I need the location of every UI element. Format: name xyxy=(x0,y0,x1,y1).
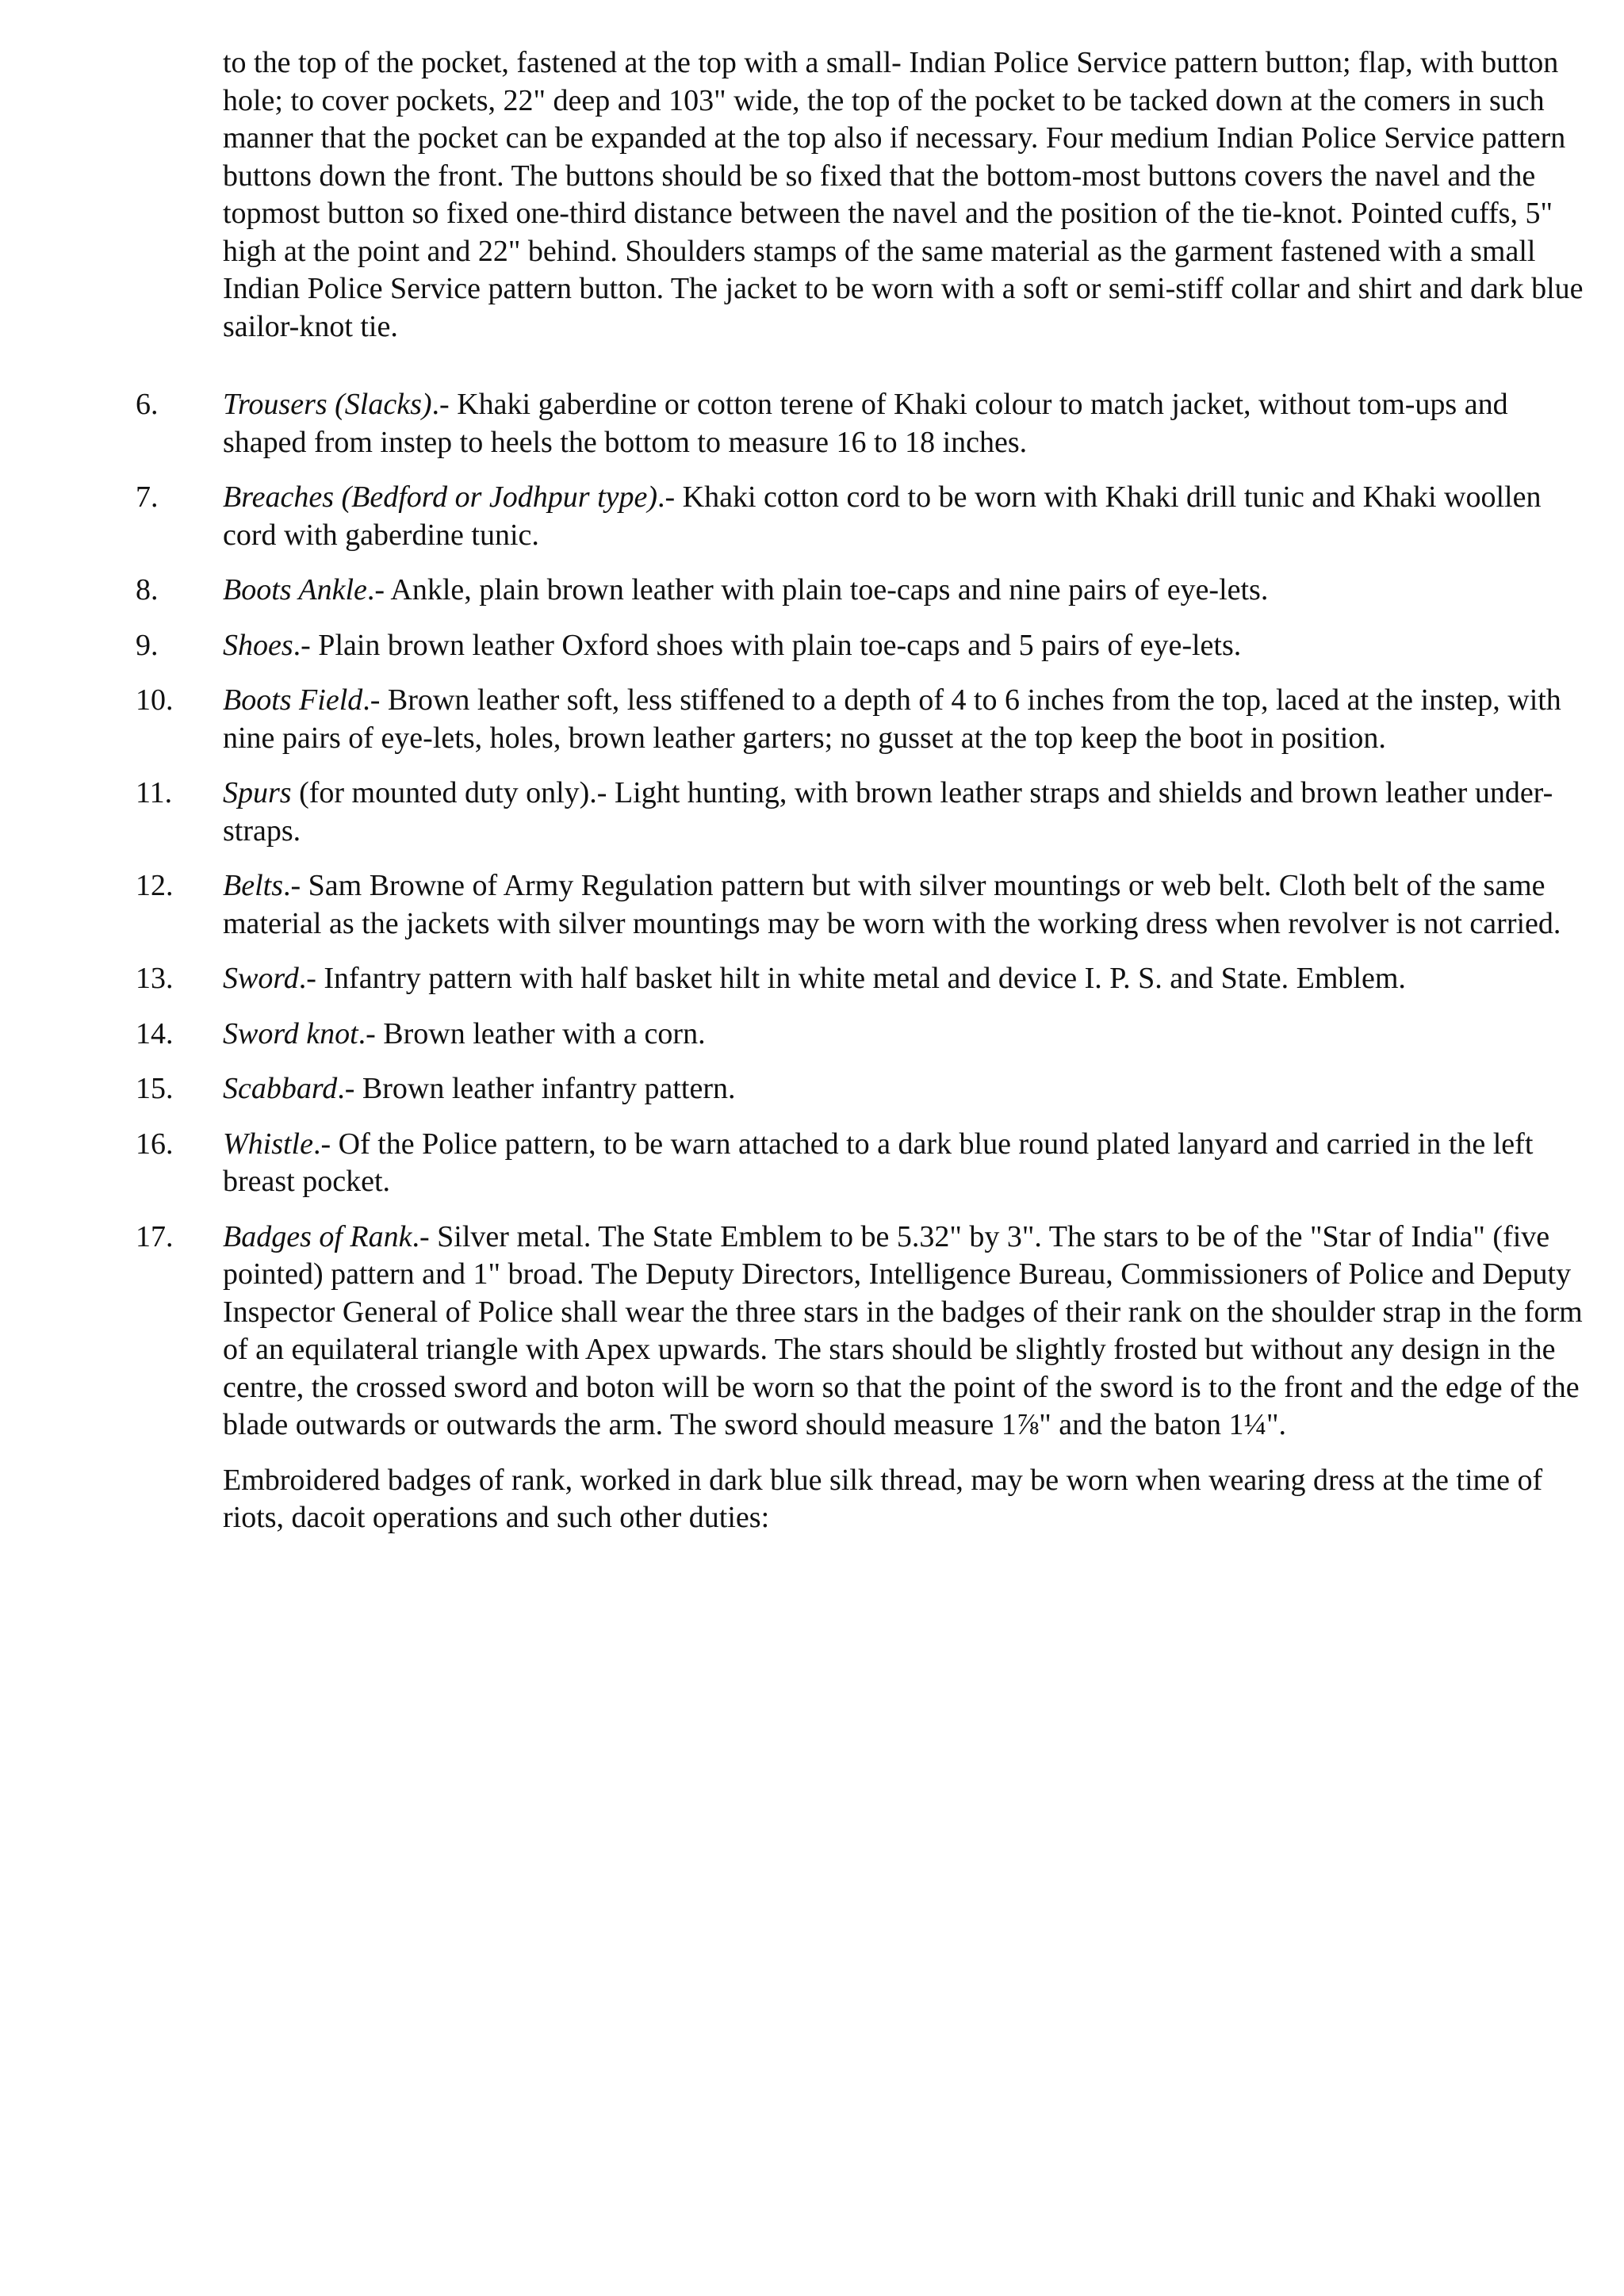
item-text xyxy=(223,1070,1587,1108)
item-text xyxy=(223,1016,1587,1054)
item-title: Breaches (Bedford or Jodhpur type) xyxy=(223,480,658,514)
item-text xyxy=(223,386,1587,461)
item-title: Boots Field xyxy=(223,683,363,717)
item-title: Belts xyxy=(223,869,283,902)
item-number: 13. xyxy=(136,962,174,995)
item-text xyxy=(223,867,1587,943)
uniform-items-list xyxy=(0,386,1624,1567)
item-description: .- Khaki gaberdine or cotton terene of Khaki colour to match jacket, without tom-ups and shaped from instep to heels the bottom to measure 16 to 18 inches. xyxy=(223,388,1508,459)
item-number: 6. xyxy=(136,388,159,421)
item-title: Shoes xyxy=(223,628,293,662)
item-description: .- Sam Browne of Army Regulation pattern but with silver mountings or web belt. Cloth belt of the same material as the jackets with silver mountings may be worn with the working dress when revolver is not carried. xyxy=(223,869,1561,940)
list-item xyxy=(0,479,1624,554)
intro-paragraph: to the top of the pocket, fastened at the top with a small- Indian Police Service pattern button; flap, with button hole; to cover pockets, 22" deep and 103" wide, the top of the pocket to be tacked down at the comers in such manner that the pocket can be expanded at the top also if necessary. Four medium Indian Police Service pattern buttons down the front. The buttons should be so fixed that the bottom-most buttons covers the navel and the topmost button so fixed one-third distance between the navel and the position of the tie-knot. Pointed cuffs, 5" high at the point and 22" behind. Shoulders stamps of the same material as the garment fastened with a small Indian Police Service pattern button. The jacket to be worn with a soft or semi-stiff collar and shirt and dark blue sailor-knot tie. xyxy=(223,46,1584,343)
item-description: .- Ankle, plain brown leather with plain toe-caps and nine pairs of eye-lets. xyxy=(366,573,1269,607)
item-description: .- Khaki cotton cord to be worn with Khaki drill tunic and Khaki woollen cord with gaberdine tunic. xyxy=(223,480,1542,552)
item-text xyxy=(223,627,1587,665)
item-description: .- Infantry pattern with half basket hilt in white metal and device I. P. S. and State. Emblem. xyxy=(298,962,1406,995)
item-description: .- Brown leather soft, less stiffened to a depth of 4 to 6 inches from the top, laced at the instep, with nine pairs of eye-lets, holes, brown leather garters; no gusset at the top keep the boot in position. xyxy=(223,683,1561,755)
item-number: 16. xyxy=(136,1127,174,1161)
item-number: 8. xyxy=(136,573,159,607)
item-title: Boots Ankle xyxy=(223,573,367,607)
list-item xyxy=(0,572,1624,610)
item-title: Sword xyxy=(223,962,299,995)
item-number: 14. xyxy=(136,1016,174,1050)
list-item xyxy=(0,960,1624,998)
list-item xyxy=(0,627,1624,665)
closing-paragraph: Embroidered badges of rank, worked in dark blue silk thread, may be worn when wearing dress at the time of riots, dacoit operations and such other duties: xyxy=(223,1463,1543,1534)
item-title: Sword knot xyxy=(223,1016,358,1050)
item-number: 12. xyxy=(136,869,174,902)
item-text xyxy=(223,1126,1587,1201)
item-number: 10. xyxy=(136,683,174,717)
item-description: .- Brown leather with a corn. xyxy=(358,1016,706,1050)
item-number: 11. xyxy=(136,776,173,809)
item-title: Trousers (Slacks) xyxy=(223,388,432,421)
item-title: Spurs xyxy=(223,776,292,809)
list-item xyxy=(0,1126,1624,1201)
list-item xyxy=(0,1070,1624,1108)
item-text xyxy=(223,775,1587,850)
item-text xyxy=(223,1219,1587,1445)
list-item xyxy=(0,867,1624,943)
list-item xyxy=(0,386,1624,461)
item-description: (for mounted duty only).- Light hunting, with brown leather straps and shields and brown leather under-straps. xyxy=(223,776,1553,848)
list-item xyxy=(0,682,1624,757)
item-text xyxy=(223,479,1587,554)
item-number: 15. xyxy=(136,1072,174,1105)
item-description: .- Silver metal. The State Emblem to be 5.32" by 3". The stars to be of the "Star of India" (five pointed) pattern and 1" broad. The Deputy Directors, Intelligence Bureau, Commissioners of Police and Deputy Inspector General of Police shall wear the three stars in the badges of their rank on the shoulder strap in the form of an equilateral triangle with Apex upwards. The stars should be slightly frosted but without any design in the centre, the crossed sword and boton will be worn so that the point of the sword is to the front and the edge of the blade outwards or outwards the arm. The sword should measure 1⅞" and the baton 1¼". xyxy=(223,1219,1583,1441)
item-text xyxy=(223,572,1587,610)
list-item xyxy=(0,775,1624,850)
item-number: 7. xyxy=(136,480,159,514)
item-description: .- Brown leather infantry pattern. xyxy=(337,1072,736,1105)
item-text xyxy=(223,682,1587,757)
item-title: Badges of Rank xyxy=(223,1219,412,1253)
item-title: Whistle xyxy=(223,1127,313,1161)
item-description: .- Of the Police pattern, to be warn attached to a dark blue round plated lanyard and carried in the left breast pocket. xyxy=(223,1127,1534,1198)
item-title: Scabbard xyxy=(223,1072,338,1105)
item-number: 9. xyxy=(136,628,159,662)
item-text xyxy=(223,960,1587,998)
list-item xyxy=(0,1016,1624,1054)
list-item xyxy=(0,1219,1624,1445)
item-number: 17. xyxy=(136,1219,174,1253)
item-description: .- Plain brown leather Oxford shoes with plain toe-caps and 5 pairs of eye-lets. xyxy=(293,628,1242,662)
